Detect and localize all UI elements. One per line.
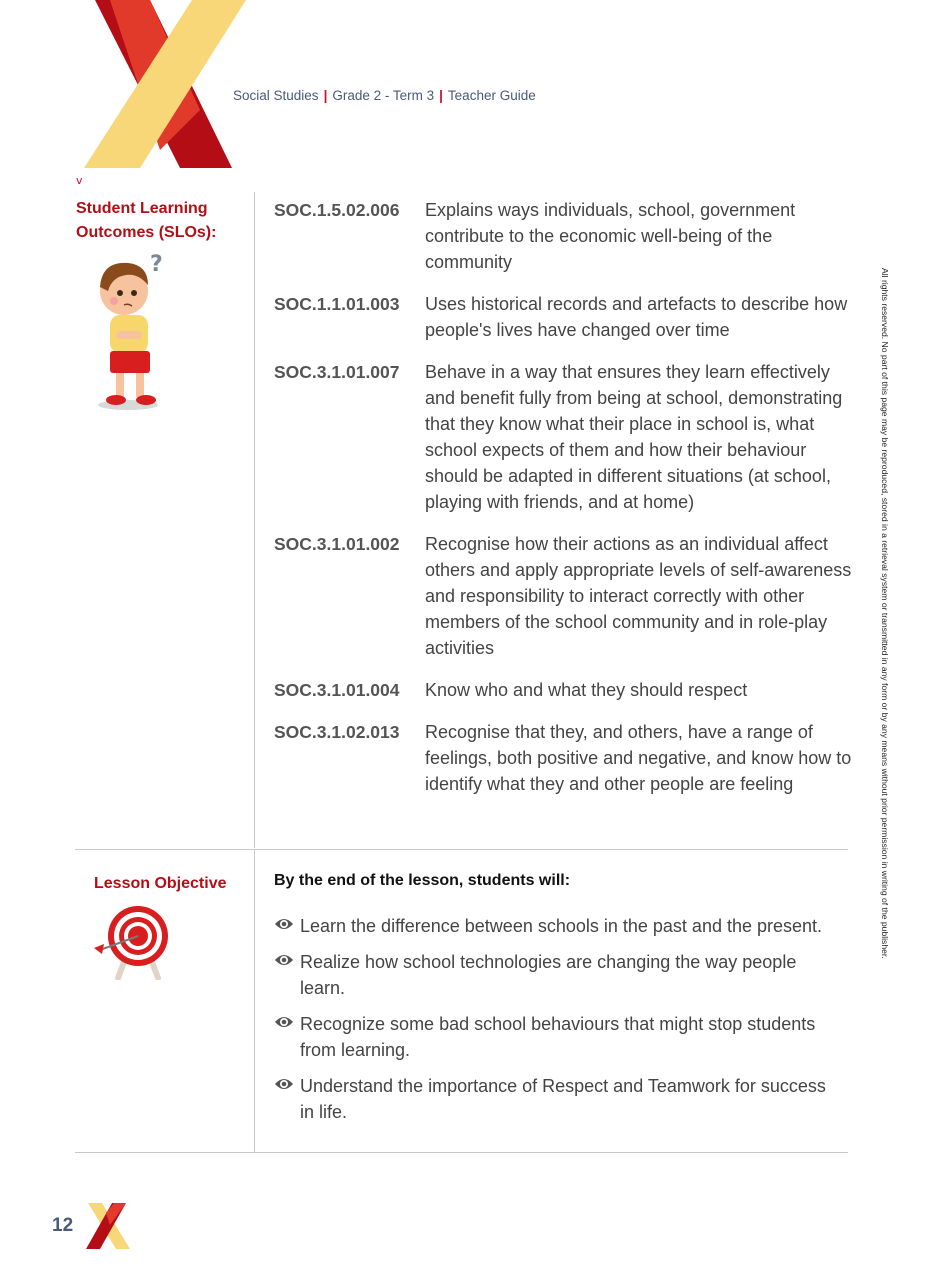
slo-description: Uses historical records and artefacts to describe how people's lives have changed over time xyxy=(425,294,848,340)
copyright-text: All rights reserved. No part of this page may be reproduced, stored in a retrieval system or transmitted in any form or by any means without prior permission in writing of the publisher. xyxy=(880,268,890,959)
eye-icon xyxy=(274,913,300,939)
header-separator: | xyxy=(439,88,443,103)
slo-code: SOC.1.1.01.003 xyxy=(274,294,400,314)
slo-code: SOC.3.1.01.004 xyxy=(274,680,400,700)
header-breadcrumb xyxy=(233,88,536,103)
slo-description: Explains ways individuals, school, government contribute to the economic well-being of the community xyxy=(425,200,796,272)
objective-text: Learn the difference between schools in the past and the present. xyxy=(300,916,823,936)
slo-row xyxy=(274,197,854,275)
section-divider xyxy=(75,849,848,850)
header-separator: | xyxy=(323,88,328,103)
objective-item xyxy=(274,913,844,939)
section-divider xyxy=(75,1152,848,1153)
header-subject: Social Studies xyxy=(233,88,319,103)
eye-icon xyxy=(274,1011,300,1063)
brand-logo-top xyxy=(0,0,250,170)
objective-text: Understand the importance of Respect and Teamwork for success in life. xyxy=(300,1076,826,1122)
slo-label: Student Learning Outcomes (SLOs): xyxy=(76,200,217,241)
slo-description: Recognise how their actions as an individual affect others and apply appropriate levels of self-awareness and responsibility to interact correctly with other members of the school community and in role-play activities xyxy=(425,534,852,658)
column-divider xyxy=(254,850,255,1152)
slo-description: Know who and what they should respect xyxy=(425,680,748,700)
brand-logo-bottom xyxy=(86,1203,130,1249)
objective-item xyxy=(274,1011,844,1063)
slo-code: SOC.3.1.02.013 xyxy=(274,722,400,742)
lesson-objective-label: Lesson Objective xyxy=(94,875,227,892)
objective-text: Realize how school technologies are changing the way people learn. xyxy=(300,952,797,998)
copyright-note xyxy=(878,268,890,1008)
header-grade-term: Grade 2 - Term 3 xyxy=(332,88,435,103)
objective-item xyxy=(274,949,844,1001)
slo-code: SOC.3.1.01.002 xyxy=(274,534,400,554)
stray-mark: v xyxy=(76,174,83,187)
slo-row xyxy=(274,677,854,703)
slo-row xyxy=(274,719,854,797)
slo-code: SOC.1.5.02.006 xyxy=(274,200,400,220)
objective-list xyxy=(274,913,844,1135)
slo-code: SOC.3.1.01.007 xyxy=(274,362,400,382)
header-guide: Teacher Guide xyxy=(447,88,536,103)
slo-description: Behave in a way that ensures they learn effectively and benefit fully from being at school, demonstrating that they know what their place in school is, what school expects of them and how their behaviour should be adapted in different situations (at school, playing with friends, and at home) xyxy=(425,362,843,512)
slo-table xyxy=(274,197,854,813)
page-number: 12 xyxy=(52,1215,74,1236)
eye-icon xyxy=(274,949,300,1001)
slo-description: Recognise that they, and others, have a range of feelings, both positive and negative, and know how to identify what they and other people are feeling xyxy=(425,722,852,794)
column-divider xyxy=(254,192,255,848)
slo-row xyxy=(274,359,854,515)
svg-text:?: ? xyxy=(150,252,163,277)
slo-row xyxy=(274,291,854,343)
objective-intro: By the end of the lesson, students will: xyxy=(274,872,571,889)
thinking-boy-illustration xyxy=(86,245,166,415)
objective-text: Recognize some bad school behaviours that might stop students from learning. xyxy=(300,1014,816,1060)
eye-icon xyxy=(274,1073,300,1125)
slo-row xyxy=(274,531,854,661)
objective-item xyxy=(274,1073,844,1125)
target-illustration xyxy=(90,904,174,980)
